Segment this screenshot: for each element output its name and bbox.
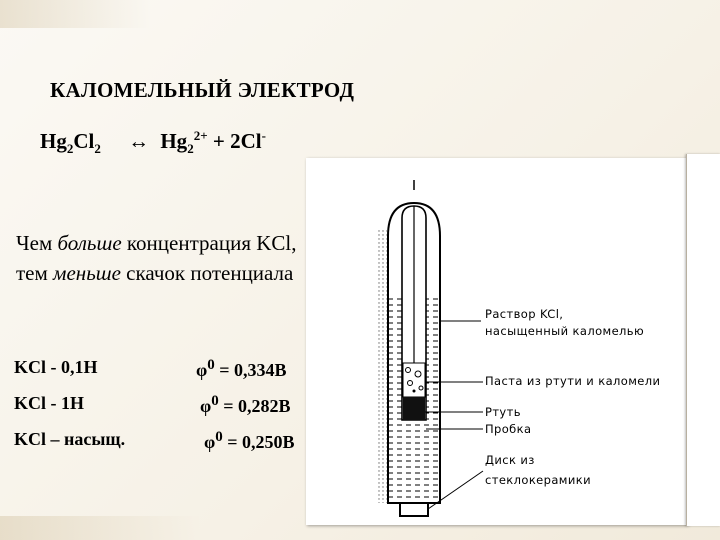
label-mercury: Ртуть — [485, 405, 521, 419]
tube-shading — [378, 228, 387, 503]
kcl-row-1n: KCl - 1Н — [14, 393, 84, 413]
mercury — [403, 397, 425, 420]
description-text: Чем больше концентрация KCl, тем меньше скачок потенциала — [16, 231, 297, 285]
potential-row-0-1n: $\varphi^0 = 0,334В$ — [196, 357, 287, 380]
potential-row-1n: $\varphi^0 = 0,282В$ — [200, 393, 291, 416]
kcl-row-saturated: KCl – насыщ. — [14, 429, 126, 449]
label-solution-2: насыщенный каломелью — [485, 324, 645, 338]
label-disk-2: стеклокерамики — [485, 473, 591, 487]
label-solution-1: Раствор KCl, — [485, 307, 564, 321]
label-paste: Паста из ртути и каломели — [485, 374, 661, 388]
page-edge — [686, 154, 720, 526]
ceramic-disk — [400, 503, 428, 516]
calomel-electrode-diagram — [306, 158, 688, 525]
label-plug: Пробка — [485, 422, 532, 436]
slide-title: КАЛОМЕЛЬНЫЙ ЭЛЕКТРОД — [50, 78, 355, 102]
potential-row-saturated: $\varphi^0 = 0,250В$ — [204, 429, 295, 452]
decor-corner-bottom — [0, 516, 200, 540]
label-disk-1: Диск из — [485, 453, 535, 467]
electrode-diagram-card — [306, 158, 688, 525]
kcl-row-0-1n: KCl - 0,1Н — [14, 357, 98, 377]
decor-corner-top — [0, 0, 150, 28]
reaction-equation: $Hg_2Cl_2$ ↔ $Hg_2^{2+} + 2Cl^-$ — [40, 128, 266, 157]
